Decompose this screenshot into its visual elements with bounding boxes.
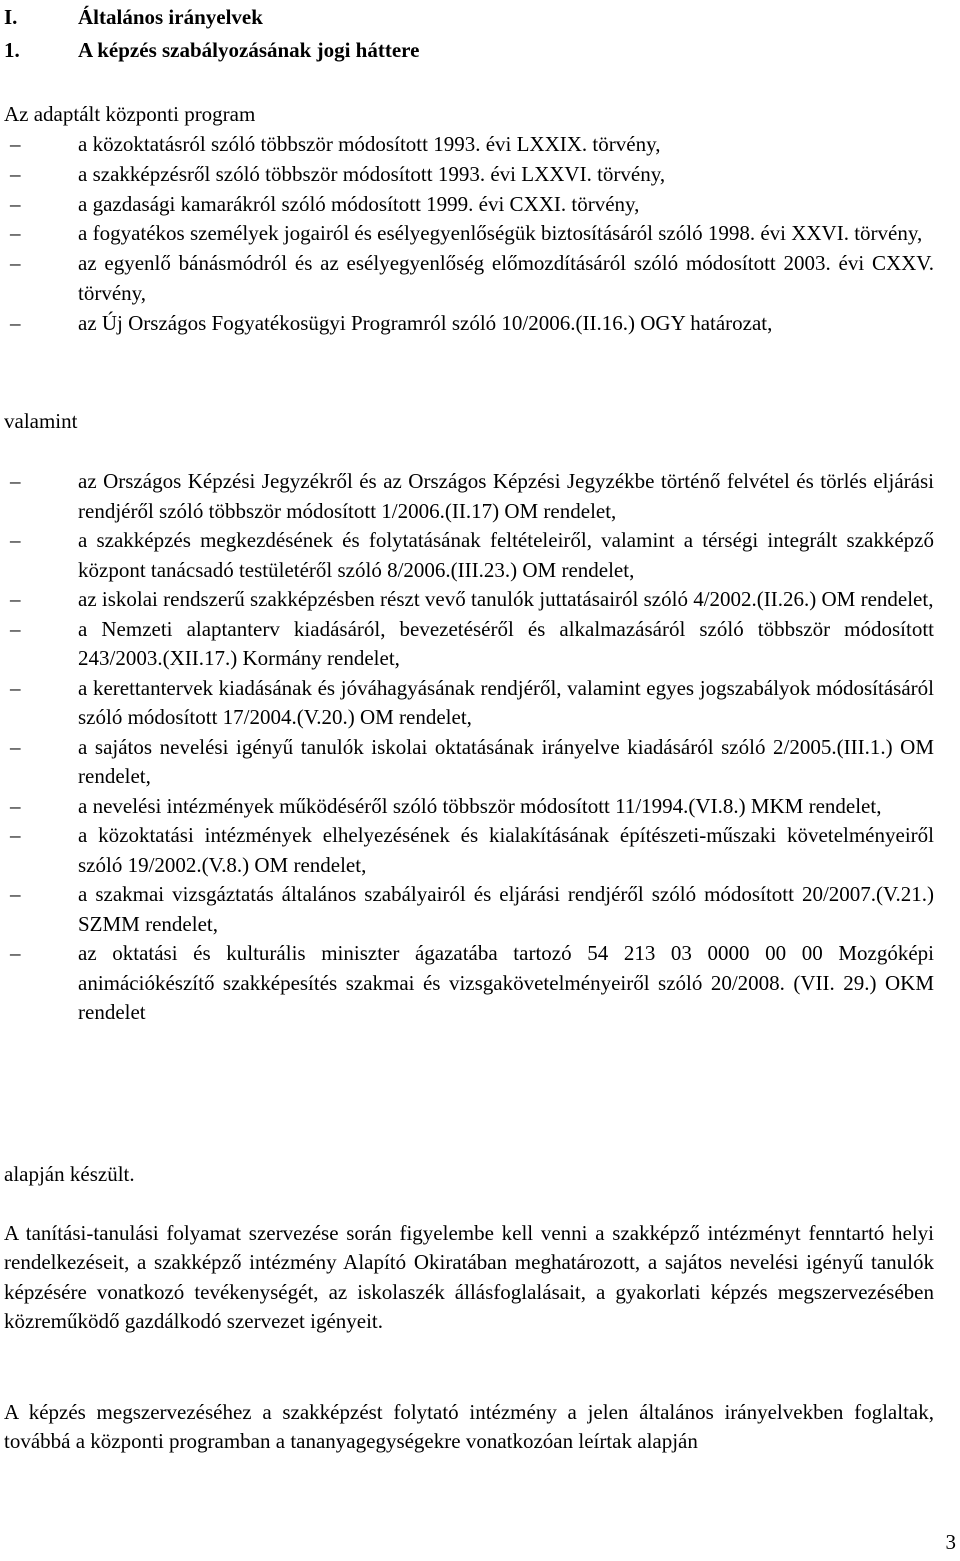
connector-text: valamint: [4, 409, 78, 433]
list-item: – a kerettantervek kiadásának és jóváhagyásának rendjéről, valamint egyes jogszabályok módosításáról szóló módosított 17/2004.(V.20.) OM rendelet,: [10, 675, 934, 729]
list-item: – a szakképzésről szóló többször módosított 1993. évi LXXVI. törvény,: [4, 160, 934, 190]
dash-bullet-icon: –: [10, 734, 21, 759]
dash-bullet-icon: –: [10, 132, 21, 156]
list-item: – az Új Országos Fogyatékosügyi Programról szóló 10/2006.(II.16.) OGY határozat,: [4, 309, 934, 339]
dash-bullet-icon: –: [10, 823, 21, 847]
section-heading: [4, 37, 419, 63]
list-item: – az Országos Képzési Jegyzékről és az Országos Képzési Jegyzékbe történő felvétel és törlés eljárási rendjéről szóló többször módosított 1/2006.(II.17) OM rendelet,: [10, 469, 934, 523]
dash-bullet-icon: –: [10, 310, 21, 335]
dash-bullet-icon: –: [10, 191, 21, 216]
intro-text: Az adaptált központi program: [4, 102, 256, 126]
list-item: – a fogyatékos személyek jogairól és esélyegyenlőségük biztosításáról szóló 1998. évi XXVI. törvény,: [4, 219, 934, 249]
dash-bullet-icon: –: [10, 675, 21, 700]
section-title: A képzés szabályozásának jogi háttere: [78, 38, 420, 62]
part-number: I.: [4, 5, 18, 29]
list-item: – a közoktatási intézmények elhelyezésének és kialakításának építészeti-műszaki követelményeiről szóló 19/2002.(V.8.) OM rendelet,: [10, 823, 934, 877]
dash-bullet-icon: –: [10, 528, 21, 552]
regulations-list: [4, 467, 934, 1028]
list-item: – a szakmai vizsgáztatás általános szabályairól és eljárási rendjéről szóló módosított 20/2007.(V.21.) SZMM rendelet,: [10, 882, 934, 936]
dash-bullet-icon: –: [10, 469, 21, 493]
list-item: – az egyenlő bánásmódról és az esélyegyenlőség előmozdításáról szóló módosított 2003. évi CXXV. törvény,: [10, 251, 934, 305]
dash-bullet-icon: –: [10, 882, 21, 906]
list-item: – a gazdasági kamarákról szóló módosított 1999. évi CXXI. törvény,: [4, 190, 934, 220]
dash-bullet-icon: –: [10, 941, 21, 965]
closing-text: alapján készült.: [4, 1162, 135, 1186]
laws-list: [4, 130, 934, 339]
body-paragraph: A képzés megszervezéséhez a szakképzést folytató intézmény a jelen általános irányelvekben foglaltak, továbbá a központi programban a tananyagegységekre vonatkozóan leírtak alapján: [4, 1400, 934, 1454]
dash-bullet-icon: –: [10, 161, 21, 186]
list-item: – az oktatási és kulturális miniszter ágazatába tartozó 54 213 03 0000 00 00 Mozgóképi animációkészítő szakképesítés szakmai és vizsgakövetelményeiről szóló 20/2008. (VII. 29.) OKM rendelet: [10, 941, 934, 1024]
dash-bullet-icon: –: [10, 587, 21, 611]
list-item: – a nevelési intézmények működéséről szóló többször módosított 11/1994.(VI.8.) MKM rendelet,: [4, 792, 934, 822]
list-item: – a Nemzeti alaptanterv kiadásáról, bevezetéséről és alkalmazásáról szóló többször módosított 243/2003.(XII.17.) Kormány rendelet,: [10, 616, 934, 670]
dash-bullet-icon: –: [10, 793, 21, 818]
dash-bullet-icon: –: [10, 251, 21, 276]
dash-bullet-icon: –: [10, 616, 21, 641]
list-item: – a szakképzés megkezdésének és folytatásának feltételeiről, valamint a térségi integrált szakképző központ tanácsadó testületéről szóló 8/2006.(III.23.) OM rendelet,: [10, 528, 934, 582]
list-item: – az iskolai rendszerű szakképzésben részt vevő tanulók juttatásairól szóló 4/2002.(II.26.) OM rendelet,: [4, 585, 934, 615]
section-number: 1.: [4, 38, 20, 62]
part-heading: [4, 4, 263, 30]
part-title: Általános irányelvek: [78, 5, 263, 29]
list-item: – a közoktatásról szóló többször módosított 1993. évi LXXIX. törvény,: [4, 130, 934, 160]
page-number: 3: [945, 1530, 956, 1554]
dash-bullet-icon: –: [10, 221, 21, 246]
list-item: – a sajátos nevelési igényű tanulók iskolai oktatásának irányelve kiadásáról szóló 2/2005.(III.1.) OM rendelet,: [10, 734, 934, 788]
body-paragraph: A tanítási-tanulási folyamat szervezése során figyelembe kell venni a szakképző intézményt fenntartó helyi rendelkezéseit, a szakképző intézmény Alapító Okiratában meghatározott, a sajátos nevelési igényű tanulók képzésére vonatkozó tevékenységét, az iskolaszék állásfoglalásait, a gyakorlati képzés megszervezésében közreműködő gazdálkodó szervezet igényeit.: [4, 1221, 934, 1333]
